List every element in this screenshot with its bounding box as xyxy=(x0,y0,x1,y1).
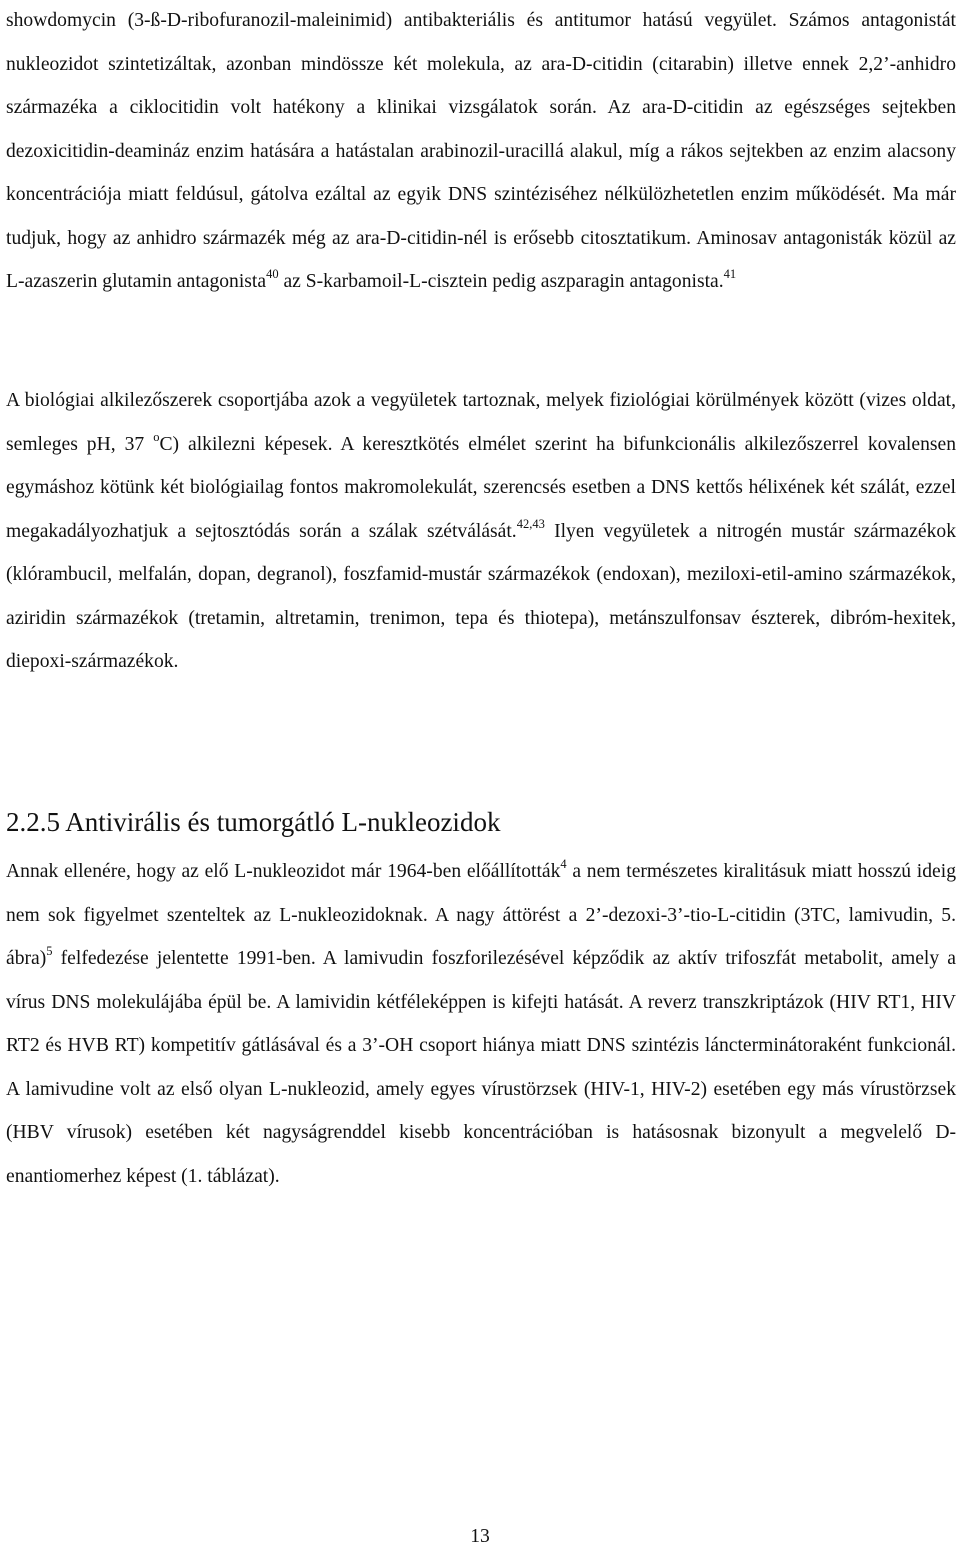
section-heading: 2.2.5 Antivirális és tumorgátló L-nukleozidok xyxy=(6,807,501,837)
paragraph-text: felfedezése jelentette 1991-ben. A lamivudin foszforilezésével képződik az aktív trifoszfát metabolit, amely a vírus DNS molekulájába épül be. A lamividin kétféleképpen is kifejti hatását. A reverz transzkriptázok (HIV RT1, HIV RT2 és HVB RT) kompetitív gátlásával és a 3’-OH csoport hiánya miatt DNS szintézis láncterminátoraként funkcionál. A lamivudine volt az első olyan L-nukleozid, amely egyes vírustörzsek (HIV-1, HIV-2) esetében egy más vírustörzsek (HBV vírusok) esetében két nagyságrenddel kisebb koncentrációban is hatásosnak bizonyult a megvelelő D-enantiomerhez képest (1. táblázat). xyxy=(6,948,956,1187)
paragraph-l-nucleosides xyxy=(6,850,956,1198)
paragraph-text: Annak ellenére, hogy az elő L-nukleozidot már 1964-ben előállították xyxy=(6,861,561,882)
paragraph-text: A biológiai alkilezőszerek csoportjába azok a vegyületek tartoznak, melyek fiziológiai körülmények között (vizes oldat, semleges pH, 37 xyxy=(6,390,956,455)
paragraph-alkylating-agents xyxy=(6,379,956,684)
degree-superscript: o xyxy=(153,429,160,444)
paragraph-text: showdomycin (3-ß-D-ribofuranozil-maleinimid) antibakteriális és antitumor hatású vegyület. Számos antagonistát nukleozidot szintetizáltak, azonban mindössze két molekula, az ara-D-citidin (citarabin) illetve ennek 2,2’-anhidro származéka a ciklocitidin volt hatékony a klinikai vizsgálatok során. Az ara-D-citidin az egészséges sejtekben dezoxicitidin-deamináz enzim hatására a hatástalan arabinozil-uracillá alakul, míg a rákos sejtekben az enzim alacsony koncentrációja miatt feldúsul, gátolva ezáltal az egyik DNS szintéziséhez nélkülözhetetlen enzim működését. Ma már tudjuk, hogy az anhidro származék még az ara-D-citidin-nél is erősebb citosztatikum. Aminosav antagonisták közül az L-azaszerin glutamin antagonista xyxy=(6,10,956,292)
paragraph-text: az S-karbamoil-L-cisztein pedig aszparagin antagonista. xyxy=(278,271,724,292)
citation-superscript: 42,43 xyxy=(516,516,545,531)
citation-superscript: 5 xyxy=(46,944,53,958)
page-number: 13 xyxy=(470,1526,490,1547)
paragraph-text: C) alkilezni képesek. A keresztkötés elmélet szerint ha bifunkcionális alkilezőszerrel kovalensen egymáshoz kötünk két biológiailag fontos makromolekulát, szerencsés esetben a DNS kettős hélixének két szálát, ezzel megakadályozhatjuk a sejtosztódás során a szálak szétválását. xyxy=(6,433,956,542)
paragraph-nucleoside-antagonists xyxy=(6,0,956,304)
citation-superscript: 4 xyxy=(560,857,567,871)
citation-superscript: 41 xyxy=(723,267,737,281)
paragraph-text: a nem természetes kiralitásuk miatt hosszú ideig nem sok figyelmet szenteltek az L-nukleozidoknak. A nagy áttörést a 2’-dezoxi-3’-tio-L-citidin (3TC, lamivudin, 5. ábra) xyxy=(6,861,956,969)
citation-superscript: 40 xyxy=(266,267,279,281)
paragraph-text: Ilyen vegyületek a nitrogén mustár származékok (klórambucil, melfalán, dopan, degranol), foszfamid-mustár származékok (endoxan), meziloxi-etil-amino származékok, aziridin származékok (tretamin, altretamin, trenimon, tepa és thiotepa), metánszulfonsav észterek, dibróm-hexitek, diepoxi-származékok. xyxy=(6,520,956,672)
